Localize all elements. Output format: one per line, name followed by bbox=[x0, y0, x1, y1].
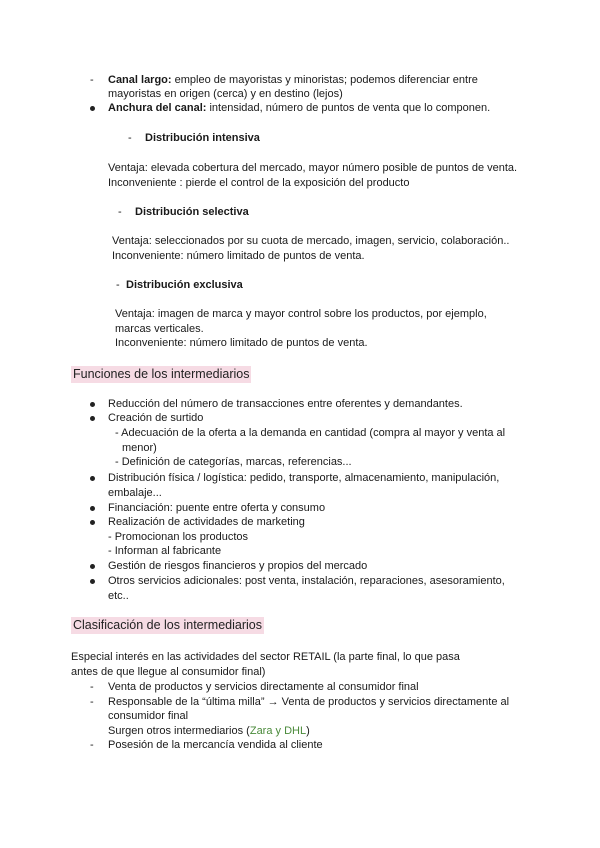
funcion-financiacion: Financiación: puente entre oferta y consumo bbox=[108, 502, 326, 514]
exclusiva-ventaja-2: marcas verticales. bbox=[115, 323, 204, 335]
funcion-reduccion: Reducción del número de transacciones entre oferentes y demandantes. bbox=[108, 398, 463, 410]
clasificacion-responsable: Responsable de la “última milla” → Venta de productos y servicios directamente al bbox=[108, 696, 510, 708]
anchura-label: Anchura del canal: bbox=[108, 102, 207, 114]
funcion-riesgos: Gestión de riesgos financieros y propios del mercado bbox=[108, 560, 368, 572]
clasificacion-intro: Especial interés en las actividades del sector RETAIL (la parte final, lo que pasa bbox=[71, 651, 460, 663]
clasificacion-posesion: Posesión de la mercancía vendida al cliente bbox=[108, 739, 323, 751]
dash-marker: - bbox=[116, 279, 120, 291]
bullet-icon bbox=[90, 579, 95, 584]
funcion-surtido: Creación de surtido bbox=[108, 412, 204, 424]
funcion-surtido-sub1: - Adecuación de la oferta a la demanda en cantidad (compra al mayor y venta al bbox=[115, 427, 506, 439]
dash-marker: - bbox=[118, 206, 122, 218]
funcion-marketing-sub1: - Promocionan los productos bbox=[108, 531, 249, 543]
funcion-marketing: Realización de actividades de marketing bbox=[108, 516, 305, 528]
dash-marker: - bbox=[90, 696, 94, 708]
clasificacion-responsable-2: consumidor final bbox=[108, 710, 189, 722]
canal-largo-text-2: mayoristas en origen (cerca) y en destino (lejos) bbox=[108, 88, 343, 100]
anchura-line bbox=[108, 101, 490, 115]
intensiva-title: Distribución intensiva bbox=[145, 132, 260, 144]
funcion-marketing-sub2: - Informan al fabricante bbox=[108, 545, 222, 557]
dash-marker: - bbox=[90, 681, 94, 693]
clasificacion-venta: Venta de productos y servicios directamente al consumidor final bbox=[108, 681, 419, 693]
bullet-icon bbox=[90, 106, 95, 111]
dash-marker: - bbox=[90, 74, 94, 86]
bullet-icon bbox=[90, 402, 95, 407]
dash-marker: - bbox=[90, 739, 94, 751]
funcion-surtido-sub1b: menor) bbox=[122, 442, 157, 454]
intensiva-ventaja: Ventaja: elevada cobertura del mercado, mayor número posible de puntos de venta. bbox=[108, 162, 518, 174]
canal-largo-line bbox=[108, 73, 478, 87]
exclusiva-inconveniente: Inconveniente: número limitado de puntos de venta. bbox=[115, 337, 368, 349]
bullet-icon bbox=[90, 564, 95, 569]
zara-dhl-link[interactable]: Zara y DHL bbox=[249, 725, 307, 737]
canal-largo-label: Canal largo: bbox=[108, 74, 172, 86]
bullet-icon bbox=[90, 506, 95, 511]
clasificacion-surgen bbox=[108, 724, 310, 738]
clasificacion-heading: Clasificación de los intermediarios bbox=[73, 618, 262, 632]
bullet-icon bbox=[90, 520, 95, 525]
funcion-distribucion-2: embalaje... bbox=[108, 487, 162, 499]
dash-marker: - bbox=[128, 132, 132, 144]
funcion-otros: Otros servicios adicionales: post venta, instalación, reparaciones, asesoramiento, bbox=[108, 575, 505, 587]
funcion-distribucion: Distribución física / logística: pedido, transporte, almacenamiento, manipulación, bbox=[108, 472, 500, 484]
funciones-heading: Funciones de los intermediarios bbox=[73, 367, 250, 381]
selectiva-ventaja: Ventaja: seleccionados por su cuota de mercado, imagen, servicio, colaboración.. bbox=[112, 235, 510, 247]
canal-largo-text: empleo de mayoristas y minoristas; podemos diferenciar entre bbox=[171, 74, 478, 86]
clasificacion-intro-2: antes de que llegue al consumidor final) bbox=[71, 666, 266, 678]
exclusiva-title: Distribución exclusiva bbox=[126, 279, 243, 291]
exclusiva-ventaja: Ventaja: imagen de marca y mayor control sobre los productos, por ejemplo, bbox=[115, 308, 487, 320]
anchura-text: intensidad, número de puntos de venta que lo componen. bbox=[206, 102, 491, 114]
bullet-icon bbox=[90, 476, 95, 481]
surgen-end: ) bbox=[306, 725, 310, 737]
funcion-otros-2: etc.. bbox=[108, 590, 129, 602]
selectiva-inconveniente: Inconveniente: número limitado de puntos de venta. bbox=[112, 250, 365, 262]
surgen-text: Surgen otros intermediarios ( bbox=[108, 725, 250, 737]
selectiva-title: Distribución selectiva bbox=[135, 206, 249, 218]
intensiva-inconveniente: Inconveniente : pierde el control de la exposición del producto bbox=[108, 177, 410, 189]
bullet-icon bbox=[90, 416, 95, 421]
funcion-surtido-sub2: - Definición de categorías, marcas, referencias... bbox=[115, 456, 352, 468]
